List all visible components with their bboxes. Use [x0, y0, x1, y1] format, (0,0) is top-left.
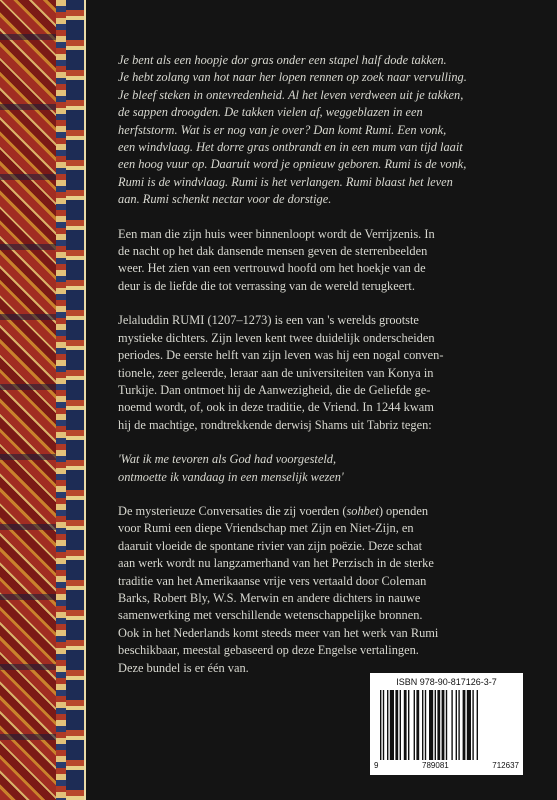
barcode-digit-group: 712637 — [492, 761, 519, 770]
text-line: aan werk wordt nu langzamerhand van het Perzisch in de sterke — [118, 556, 434, 571]
carpet-border-edge — [84, 0, 86, 800]
text-segment-italic: sohbet — [346, 503, 379, 518]
biography-paragraph — [118, 312, 522, 434]
carpet-border-stripe — [66, 0, 86, 800]
text-line: de nacht op het dak dansende mensen geven de sterrenbeelden — [118, 244, 428, 259]
barcode-box — [370, 673, 523, 775]
carpet-border-stripe — [56, 0, 66, 800]
text-line: Je bleef steken in ontevredenheid. Al het leven verdween uit je takken, — [118, 87, 464, 102]
barcode-icon — [380, 690, 513, 762]
translations-paragraph — [118, 503, 522, 677]
text-line: tionele, zeer geleerde, leraar aan de universiteiten van Konya in — [118, 365, 434, 380]
text-line: Een man die zijn huis weer binnenloopt wordt de Verrijzenis. In — [118, 226, 435, 241]
text-line: Rumi is de windvlaag. Rumi is het verlangen. Rumi blaast het leven — [118, 174, 453, 189]
text-line: traditie van het Amerikaanse vrije vers vertaald door Coleman — [118, 573, 427, 588]
text-line: weer. Het zien van een vertrouwd hoofd om het hoekje van de — [118, 261, 426, 276]
text-line: Je bent als een hoopje dor gras onder een stapel half dode takken. — [118, 53, 447, 67]
text-segment: De mysterieuze Conversaties die zij voerden ( — [118, 503, 347, 518]
text-line: aan. Rumi schenkt nectar voor de dorstige. — [118, 192, 332, 207]
intro-paragraph — [118, 52, 522, 209]
text-line: voor Rumi een diepe Vriendschap met Zijn en Niet-Zijn, en — [118, 521, 414, 536]
text-line: 'Wat ik me tevoren als God had voorgesteld, — [118, 452, 337, 467]
quote-paragraph — [118, 451, 522, 486]
text-line: hij de machtige, rondtrekkende derwisj Shams uit Tabriz tegen: — [118, 417, 432, 432]
text-line: herfststorm. Wat is er nog van je over? Dan komt Rumi. Een vonk, — [118, 122, 447, 137]
text-line: ontmoette ik vandaag in een menselijk wezen' — [118, 469, 344, 484]
text-line: een hoog vuur op. Daaruit word je opnieuw geboren. Rumi is de vonk, — [118, 157, 467, 172]
carpet-border-image — [0, 0, 86, 800]
barcode-digit-group: 789081 — [422, 761, 449, 770]
text-line: daaruit vloeide de spontane rivier van zijn poëzie. Deze schat — [118, 538, 423, 553]
text-line: samenwerking met verschillende wetenschappelijke bronnen. — [118, 608, 423, 623]
text-line: een windvlaag. Het dorre gras ontbrandt en in een mum van tijd laait — [118, 140, 463, 155]
text-line: Deze bundel is er één van. — [118, 660, 249, 675]
text-line: mystieke dichters. Zijn leven kent twee duidelijk onderscheiden — [118, 330, 435, 345]
text-line: periodes. De eerste helft van zijn leven was hij een nogal conven- — [118, 348, 444, 363]
isbn-label: ISBN 978-90-817126-3-7 — [396, 677, 497, 687]
verrijzenis-paragraph — [118, 226, 522, 296]
text-line: beschikbaar, meestal gebaseerd op deze Engelse vertalingen. — [118, 643, 419, 658]
text-line: Barks, Robert Bly, W.S. Merwin en andere dichters in nauwe — [118, 590, 421, 605]
text-line: noemd wordt, of, ook in deze traditie, de Vriend. In 1244 kwam — [118, 400, 434, 415]
barcode-digit-first: 9 — [374, 761, 379, 770]
text-line: Jelaluddin RUMI (1207–1273) is een van 's werelds grootste — [118, 313, 419, 328]
text-segment: ) openden — [378, 503, 429, 518]
text-line: deur is de liefde die tot verrassing van de wereld terugkeert. — [118, 278, 415, 293]
barcode-digits — [374, 761, 519, 770]
back-cover-text — [118, 52, 522, 694]
text-line: Turkije. Dan ontmoet hij de Aanwezigheid, die de Geliefde ge- — [118, 382, 431, 397]
text-line: Ook in het Nederlands komt steeds meer van het werk van Rumi — [118, 625, 439, 640]
text-line: Je hebt zolang van hot naar her lopen rennen op zoek naar vervulling. — [118, 70, 467, 85]
text-line: de sappen droogden. De takken vielen af, weggeblazen in een — [118, 105, 423, 120]
